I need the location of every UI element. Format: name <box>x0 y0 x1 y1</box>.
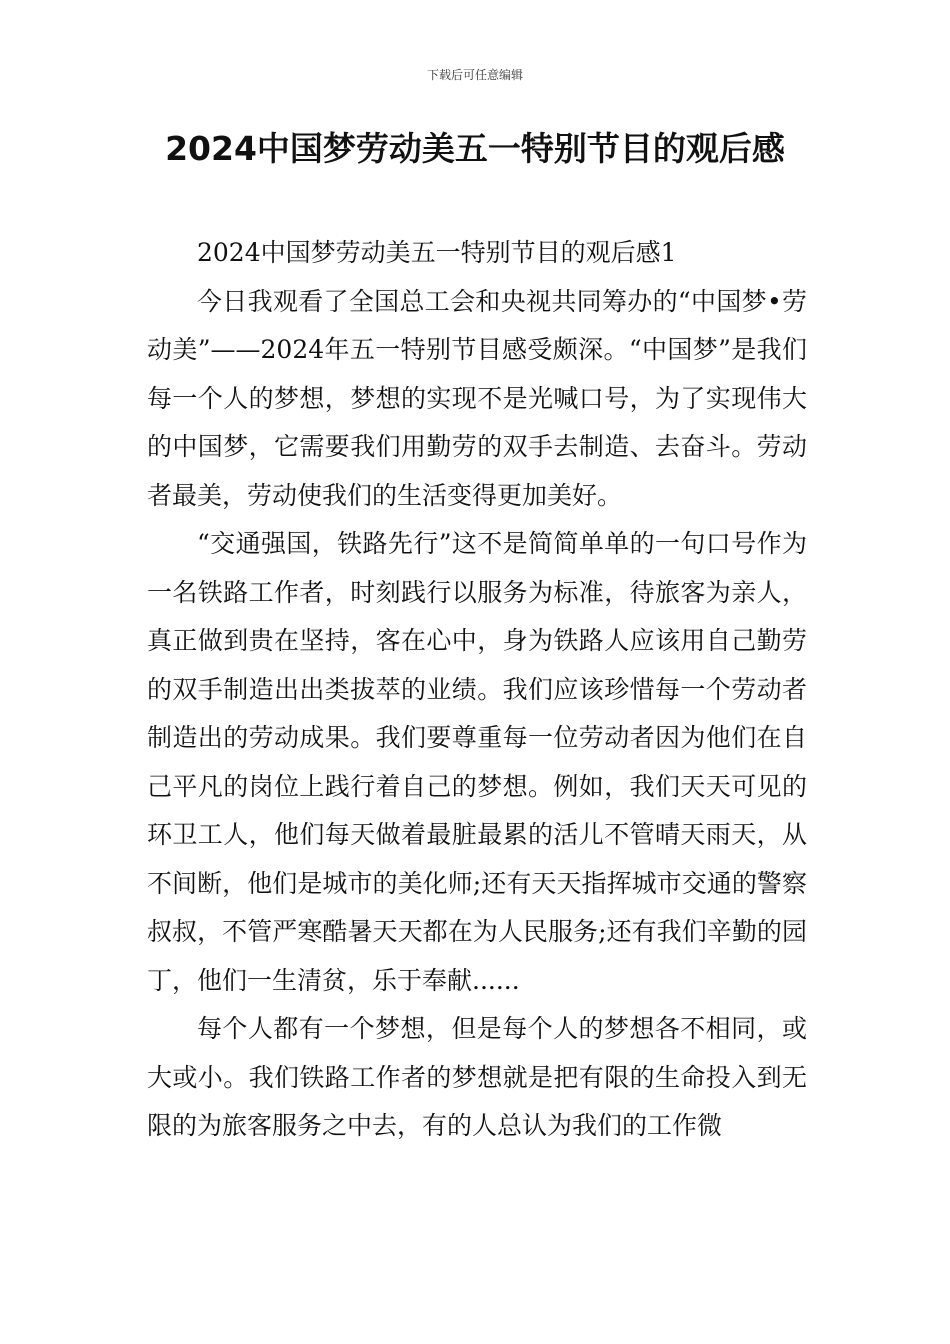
document-title: 2024中国梦劳动美五一特别节目的观后感 <box>165 129 785 168</box>
body-paragraph: 今日我观看了全国总工会和央视共同筹办的“中国梦•劳动美”——2024年五一特别节目感受颇深。“中国梦”是我们每一个人的梦想，梦想的实现不是光喊口号，为了实现伟大的中国梦，它需要我们用勤劳的双手去制造、去奋斗。劳动者最美，劳动使我们的生活变得更加美好。 <box>147 286 807 510</box>
body-paragraph: 每个人都有一个梦想，但是每个人的梦想各不相同，或大或小。我们铁路工作者的梦想就是把有限的生命投入到无限的为旅客服务之中去，有的人总认为我们的工作微 <box>147 1014 807 1140</box>
header-note: 下载后可任意编辑 <box>426 68 523 82</box>
subtitle-paragraph: 2024中国梦劳动美五一特别节目的观后感1 <box>197 238 677 267</box>
document-body <box>147 229 807 1151</box>
body-paragraph: “交通强国，铁路先行”这不是简简单单的一句口号作为一名铁路工作者，时刻践行以服务为标准，待旅客为亲人，真正做到贵在坚持，客在心中，身为铁路人应该用自己勤劳的双手制造出出类拔萃的业绩。我们应该珍惜每一个劳动者制造出的劳动成果。我们要尊重每一位劳动者因为他们在自己平凡的岗位上践行着自己的梦想。例如，我们天天可见的环卫工人，他们每天做着最脏最累的活儿不管晴天雨天，从不间断，他们是城市的美化师;还有天天指挥城市交通的警察叔叔，不管严寒酷暑天天都在为人民服务;还有我们辛勤的园丁，他们一生清贫，乐于奉献...... <box>147 529 807 995</box>
